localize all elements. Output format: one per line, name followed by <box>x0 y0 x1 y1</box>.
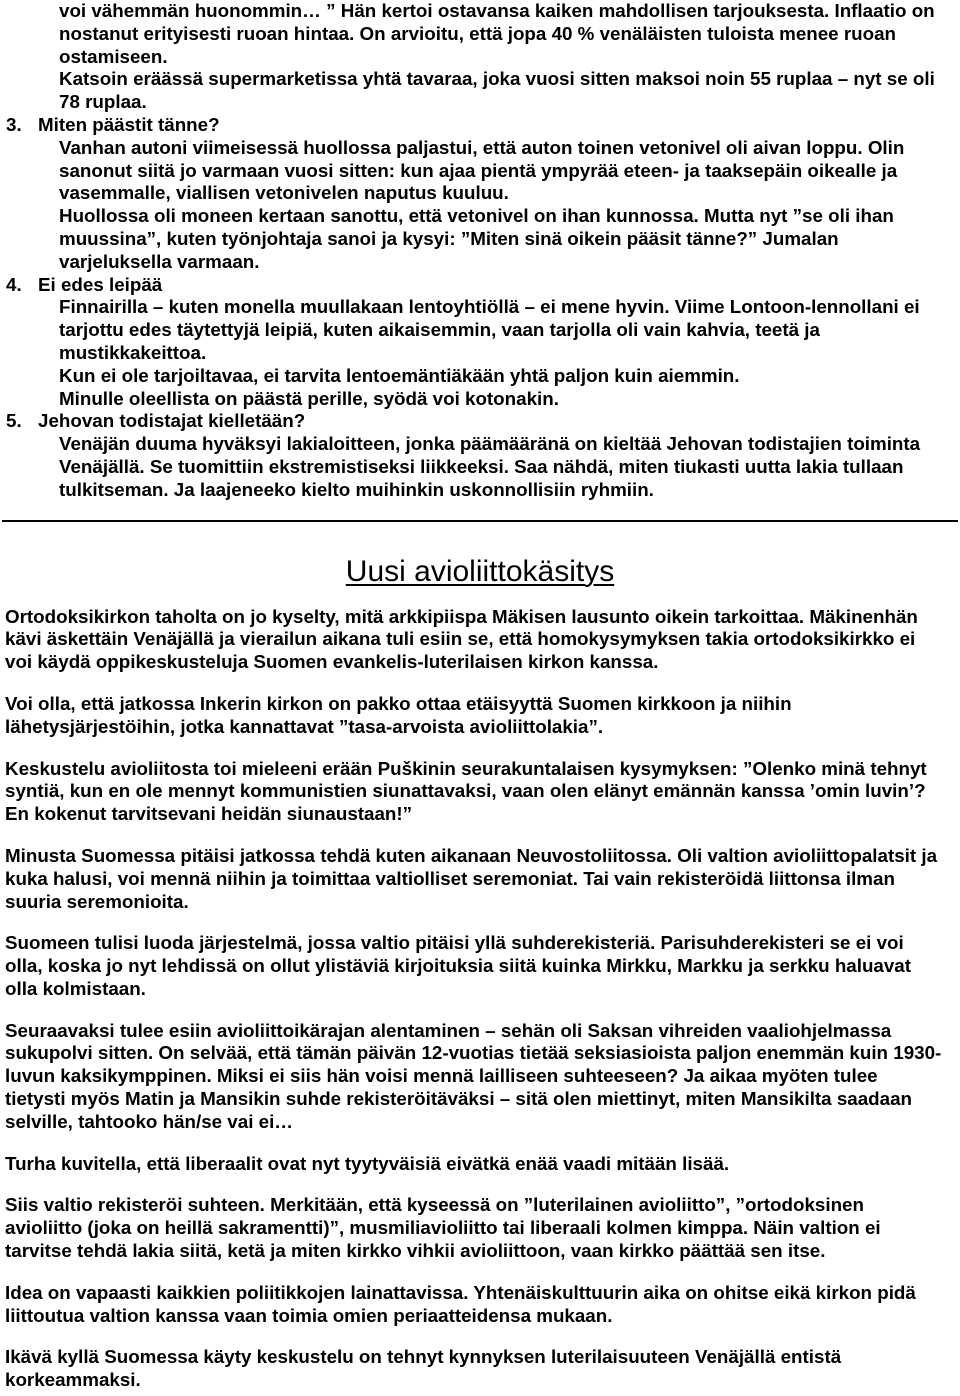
list-item-heading <box>0 274 960 297</box>
list-item-paragraph: Kun ei ole tarjoiltavaa, ei tarvita lentoemäntiäkään yhtä paljon kuin aiemmin. <box>59 364 740 386</box>
list-item-5 <box>0 410 960 501</box>
article-body <box>0 606 960 1393</box>
article-paragraph: Seuraavaksi tulee esiin avioliittoikärajan alentaminen – sehän oli Saksan vihreiden vaaliohjelmassa sukupolvi sitten. On selvää, että tämän päivän 12-vuotias tietää seksiasioista paljon enemmän kuin 1930- luvun kaksikymppinen. Miksi ei siis hän voisi mennä lailliseen suhteeseen? Ja aikaa myöten tulee tietysti myös Matin ja Mansikin suhde rekisteröitäväksi – sitä olen miettinyt, miten Mansikilta saadaan selville, tahtooko hän/se vai ei… <box>5 1019 942 1132</box>
list-item-number: 3. <box>6 113 22 135</box>
list-item-paragraph: Minulle oleellista on päästä perille, syödä voi kotonakin. <box>59 387 559 409</box>
article-title <box>0 554 960 590</box>
list-item-paragraph: Vanhan autoni viimeisessä huollossa paljastui, että auton toinen vetonivel oli aivan loppu. Olin sanonut siitä jo varmaan vuosi sitten: kun ajaa pientä ympyrää eteen- ja taaksepäin oikealle ja vasemmalle, viallisen vetonivelen naputus kuuluu. <box>59 136 905 204</box>
article-paragraph: Siis valtio rekisteröi suhteen. Merkitään, että kyseessä on ”luterilainen avioliitto”, ”ortodoksinen avioliitto (joka on heillä sakramentti)”, musmiliavioliitto tai liberaali kolmen kimppa. Näin valtion ei tarvitse tehdä lakia siitä, ketä ja miten kirkko vihkii avioliittoon, vaan kirkko päättää sen itse. <box>5 1194 881 1262</box>
article-paragraph: Suomeen tulisi luoda järjestelmä, jossa valtio pitäisi yllä suhderekisteriä. Parisuhderekisteri se ei voi olla, koska jo nyt lehdissä on ollut ylistäviä kirjoituksia siitä kuinka Mirkku, Markku ja serkku haluavat olla kolmistaan. <box>5 932 912 999</box>
list-item-paragraph: Venäjän duuma hyväksyi lakialoitteen, jonka päämääränä on kieltää Jehovan todistajien toiminta Venäjällä. Se tuomittiin ekstremistiseksi liikkeeksi. Saa nähdä, miten tiukasti uutta lakia tullaan tulkitseman. Ja laajeneeko kielto muihinkin uskonnollisiin ryhmiin. <box>59 433 921 500</box>
article-paragraph: Ortodoksikirkon taholta on jo kyselty, mitä arkkipiispa Mäkisen lausunto oikein tarkoittaa. Mäkinenhän kävi äskettäin Venäjällä ja vierailun aikana tuli esiin se, että homokysymyksen takia ortodoksikirkko ei voi käydä oppikeskusteluja Suomen evankelis-luterilaisen kirkon kanssa. <box>5 605 918 673</box>
list-item-3 <box>0 114 960 274</box>
list-item-title: Jehovan todistajat kielletään? <box>38 410 306 432</box>
list-item-paragraph: Finnairilla – kuten monella muullakaan lentoyhtiöllä – ei mene hyvin. Viime Lontoon-lennollani ei tarjottu edes täytettyjä leipiä, kuten aikaisemmin, vaan tarjolla oli vain kahvia, teetä ja mustikkakeittoa. <box>59 296 920 363</box>
article-paragraph: Minusta Suomessa pitäisi jatkossa tehdä kuten aikanaan Neuvostoliitossa. Oli valtion avioliittopalatsit ja kuka halusi, voi mennä niihin ja toimittaa valtiolliset seremoniat. Tai vain rekisteröidä liittonsa ilman suuria seremonioita. <box>5 844 938 912</box>
article-paragraph: Idea on vapaasti kaikkien poliitikkojen lainattavissa. Yhtenäiskulttuurin aika on ohitse eikä kirkon pidä liittoutua valtion kanssa vaan toimia omien periaatteidensa mukaan. <box>5 1281 916 1326</box>
previous-list-section <box>0 0 960 502</box>
continuation-paragraph: voi vähemmän huonommin… ” Hän kertoi ostavansa kaiken mahdollisen tarjouksesta. Inflaatio on nostanut erityisesti ruoan hintaa. On arvioitu, että jopa 40 % venäläisten tuloista menee ruoan ostamiseen. <box>59 0 935 67</box>
list-item-title: Ei edes leipää <box>38 273 163 295</box>
article-paragraph: Turha kuvitella, että liberaalit ovat nyt tyytyväisiä eivätkä enää vaadi mitään lisää. <box>5 1152 730 1174</box>
section-divider <box>2 520 958 522</box>
article-paragraph: Ikävä kyllä Suomessa käyty keskustelu on tehnyt kynnyksen luterilaisuuteen Venäjällä entistä korkeammaksi. <box>5 1346 842 1391</box>
article-paragraph: Voi olla, että jatkossa Inkerin kirkon on pakko ottaa etäisyyttä Suomen kirkkoon ja niihin lähetysjärjestöihin, jotka kannattavat ”tasa-arvoista avioliittolakia”. <box>5 692 792 737</box>
article-paragraph: Keskustelu avioliitosta toi mieleeni erään Puškinin seurakuntalaisen kysymyksen: ”Olenko minä tehnyt syntiä, kun en ole mennyt kommunistien siunattavaksi, vaan olen elänyt emännän kanssa ’omin luvin’? En kokenut tarvitsevani heidän siunaustaan!” <box>5 757 927 825</box>
list-item-heading <box>0 114 960 137</box>
article-title-text: Uusi avioliittokäsitys <box>345 554 615 588</box>
list-item-title: Miten päästit tänne? <box>38 113 220 135</box>
list-item-heading <box>0 410 960 433</box>
continuation-paragraph: Katsoin eräässä supermarketissa yhtä tavaraa, joka vuosi sitten maksoi noin 55 ruplaa – nyt se oli 78 ruplaa. <box>59 68 935 113</box>
list-item-4 <box>0 274 960 411</box>
list-item-paragraph: Huollossa oli moneen kertaan sanottu, että vetonivel on ihan kunnossa. Mutta nyt ”se oli ihan muussina”, kuten työnjohtaja sanoi ja kysyi: ”Miten sinä oikein pääsit tänne?” Jumalan varjeluksella varmaan. <box>59 205 894 272</box>
list-item-number: 5. <box>6 410 22 432</box>
list-item-number: 4. <box>6 273 22 295</box>
